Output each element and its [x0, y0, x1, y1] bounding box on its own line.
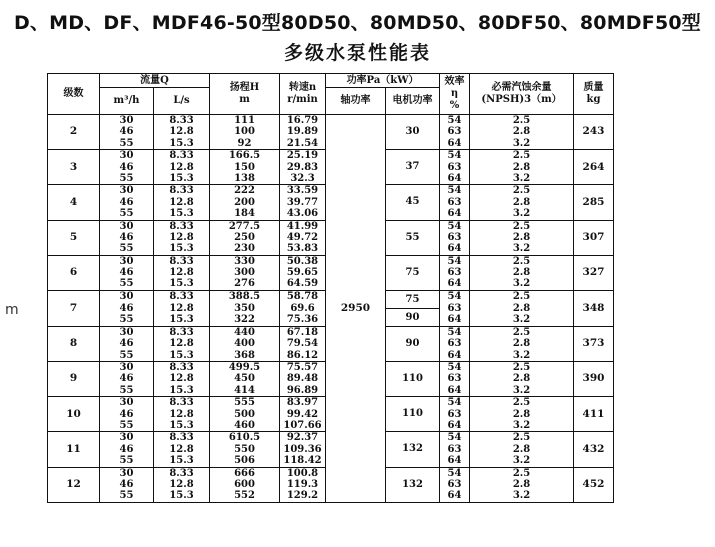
flow-ls-cell: 8.33 12.8 15.3 — [154, 362, 210, 397]
eff-cell: 54 63 64 — [440, 115, 470, 150]
eff-cell: 54 63 64 — [440, 467, 470, 502]
stage-cell: 3 — [48, 150, 100, 185]
motor-power-cell: 45 — [386, 185, 440, 220]
flow-ls-cell: 8.33 12.8 15.3 — [154, 467, 210, 502]
head-cell: 330 300 276 — [210, 255, 280, 290]
stage-cell: 5 — [48, 220, 100, 255]
mass-cell: 243 — [574, 115, 614, 150]
shaft-cell: 41.99 49.72 53.83 — [280, 220, 326, 255]
margin-mark: m — [5, 302, 19, 318]
npsh-cell: 2.5 2.8 3.2 — [470, 220, 574, 255]
head-cell: 277.5 250 230 — [210, 220, 280, 255]
flow-ls-cell: 8.33 12.8 15.3 — [154, 115, 210, 150]
header-flow-m3h: m³/h — [100, 88, 154, 115]
flow-m3h-cell: 30 46 55 — [100, 220, 154, 255]
head-cell: 166.5 150 138 — [210, 150, 280, 185]
mass-cell: 327 — [574, 255, 614, 290]
flow-m3h-cell: 30 46 55 — [100, 362, 154, 397]
mass-cell: 390 — [574, 362, 614, 397]
stage-cell: 8 — [48, 326, 100, 361]
mass-cell: 285 — [574, 185, 614, 220]
shaft-cell: 33.59 39.77 43.06 — [280, 185, 326, 220]
header-stages: 级数 — [48, 74, 100, 115]
mass-cell: 307 — [574, 220, 614, 255]
npsh-cell: 2.5 2.8 3.2 — [470, 397, 574, 432]
shaft-cell: 83.97 99.42 107.66 — [280, 397, 326, 432]
eff-cell: 54 63 64 — [440, 397, 470, 432]
npsh-cell: 2.5 2.8 3.2 — [470, 290, 574, 326]
speed-cell: 2950 — [326, 115, 386, 503]
header-shaft-power: 轴功率 — [326, 88, 386, 115]
stage-cell: 9 — [48, 362, 100, 397]
motor-power-cell: 90 — [386, 326, 440, 361]
mass-cell: 452 — [574, 467, 614, 502]
motor-power-cell: 75 — [386, 255, 440, 290]
header-efficiency: 效率 η % — [440, 74, 470, 115]
header-head: 扬程H m — [210, 74, 280, 115]
flow-ls-cell: 8.33 12.8 15.3 — [154, 185, 210, 220]
flow-m3h-cell: 30 46 55 — [100, 115, 154, 150]
header-npsh: 必需汽蚀余量 (NPSH)3（m） — [470, 74, 574, 115]
flow-ls-cell: 8.33 12.8 15.3 — [154, 255, 210, 290]
flow-ls-cell: 8.33 12.8 15.3 — [154, 432, 210, 467]
motor-power-cell: 110 — [386, 362, 440, 397]
flow-ls-cell: 8.33 12.8 15.3 — [154, 150, 210, 185]
npsh-cell: 2.5 2.8 3.2 — [470, 255, 574, 290]
stage-cell: 7 — [48, 290, 100, 326]
pump-performance-table — [47, 73, 614, 503]
npsh-cell: 2.5 2.8 3.2 — [470, 115, 574, 150]
shaft-cell: 75.57 89.48 96.89 — [280, 362, 326, 397]
flow-ls-cell: 8.33 12.8 15.3 — [154, 220, 210, 255]
eff-cell: 54 63 64 — [440, 290, 470, 326]
head-cell: 499.5 450 414 — [210, 362, 280, 397]
flow-ls-cell: 8.33 12.8 15.3 — [154, 397, 210, 432]
stage-cell: 6 — [48, 255, 100, 290]
motor-power-cell: 132 — [386, 467, 440, 502]
flow-m3h-cell: 30 46 55 — [100, 467, 154, 502]
head-cell: 111 100 92 — [210, 115, 280, 150]
npsh-cell: 2.5 2.8 3.2 — [470, 467, 574, 502]
npsh-cell: 2.5 2.8 3.2 — [470, 362, 574, 397]
motor-power-cell: 110 — [386, 397, 440, 432]
header-flow-ls: L/s — [154, 88, 210, 115]
document-subtitle: 多级水泵性能表 — [283, 42, 431, 64]
shaft-cell: 58.78 69.6 75.36 — [280, 290, 326, 326]
shaft-cell: 67.18 79.54 86.12 — [280, 326, 326, 361]
header-power: 功率Pa（kW） — [326, 74, 440, 88]
motor-power-cell: 30 — [386, 115, 440, 150]
document-title: D、MD、DF、MDF46-50型80D50、80MD50、80DF50、80MDF50型 — [13, 12, 701, 34]
eff-cell: 54 63 64 — [440, 432, 470, 467]
mass-cell: 411 — [574, 397, 614, 432]
header-mass: 质量 kg — [574, 74, 614, 115]
table-row — [48, 115, 614, 150]
eff-cell: 54 63 64 — [440, 255, 470, 290]
motor-power-cell: 132 — [386, 432, 440, 467]
shaft-cell: 25.19 29.83 32.3 — [280, 150, 326, 185]
stage-cell: 11 — [48, 432, 100, 467]
flow-ls-cell: 8.33 12.8 15.3 — [154, 326, 210, 361]
shaft-cell: 92.37 109.36 118.42 — [280, 432, 326, 467]
motor-power-cell: 55 — [386, 220, 440, 255]
header-motor-power: 电机功率 — [386, 88, 440, 115]
shaft-cell: 100.8 119.3 129.2 — [280, 467, 326, 502]
flow-ls-cell: 8.33 12.8 15.3 — [154, 290, 210, 326]
mass-cell: 348 — [574, 290, 614, 326]
head-cell: 666 600 552 — [210, 467, 280, 502]
head-cell: 555 500 460 — [210, 397, 280, 432]
flow-m3h-cell: 30 46 55 — [100, 432, 154, 467]
stage-cell: 2 — [48, 115, 100, 150]
flow-m3h-cell: 30 46 55 — [100, 185, 154, 220]
stage-cell: 12 — [48, 467, 100, 502]
head-cell: 610.5 550 506 — [210, 432, 280, 467]
flow-m3h-cell: 30 46 55 — [100, 397, 154, 432]
shaft-cell: 16.79 19.89 21.54 — [280, 115, 326, 150]
npsh-cell: 2.5 2.8 3.2 — [470, 326, 574, 361]
flow-m3h-cell: 30 46 55 — [100, 290, 154, 326]
header-speed: 转速n r/min — [280, 74, 326, 115]
eff-cell: 54 63 64 — [440, 185, 470, 220]
mass-cell: 264 — [574, 150, 614, 185]
flow-m3h-cell: 30 46 55 — [100, 255, 154, 290]
head-cell: 222 200 184 — [210, 185, 280, 220]
eff-cell: 54 63 64 — [440, 150, 470, 185]
flow-m3h-cell: 30 46 55 — [100, 326, 154, 361]
header-flow: 流量Q — [100, 74, 210, 88]
stage-cell: 4 — [48, 185, 100, 220]
npsh-cell: 2.5 2.8 3.2 — [470, 432, 574, 467]
flow-m3h-cell: 30 46 55 — [100, 150, 154, 185]
stage-cell: 10 — [48, 397, 100, 432]
motor-power-cell: 75 90 — [386, 290, 440, 326]
table-body — [48, 115, 614, 503]
mass-cell: 432 — [574, 432, 614, 467]
eff-cell: 54 63 64 — [440, 362, 470, 397]
mass-cell: 373 — [574, 326, 614, 361]
head-cell: 388.5 350 322 — [210, 290, 280, 326]
head-cell: 440 400 368 — [210, 326, 280, 361]
npsh-cell: 2.5 2.8 3.2 — [470, 185, 574, 220]
npsh-cell: 2.5 2.8 3.2 — [470, 150, 574, 185]
shaft-cell: 50.38 59.65 64.59 — [280, 255, 326, 290]
eff-cell: 54 63 64 — [440, 220, 470, 255]
eff-cell: 54 63 64 — [440, 326, 470, 361]
motor-power-cell: 37 — [386, 150, 440, 185]
